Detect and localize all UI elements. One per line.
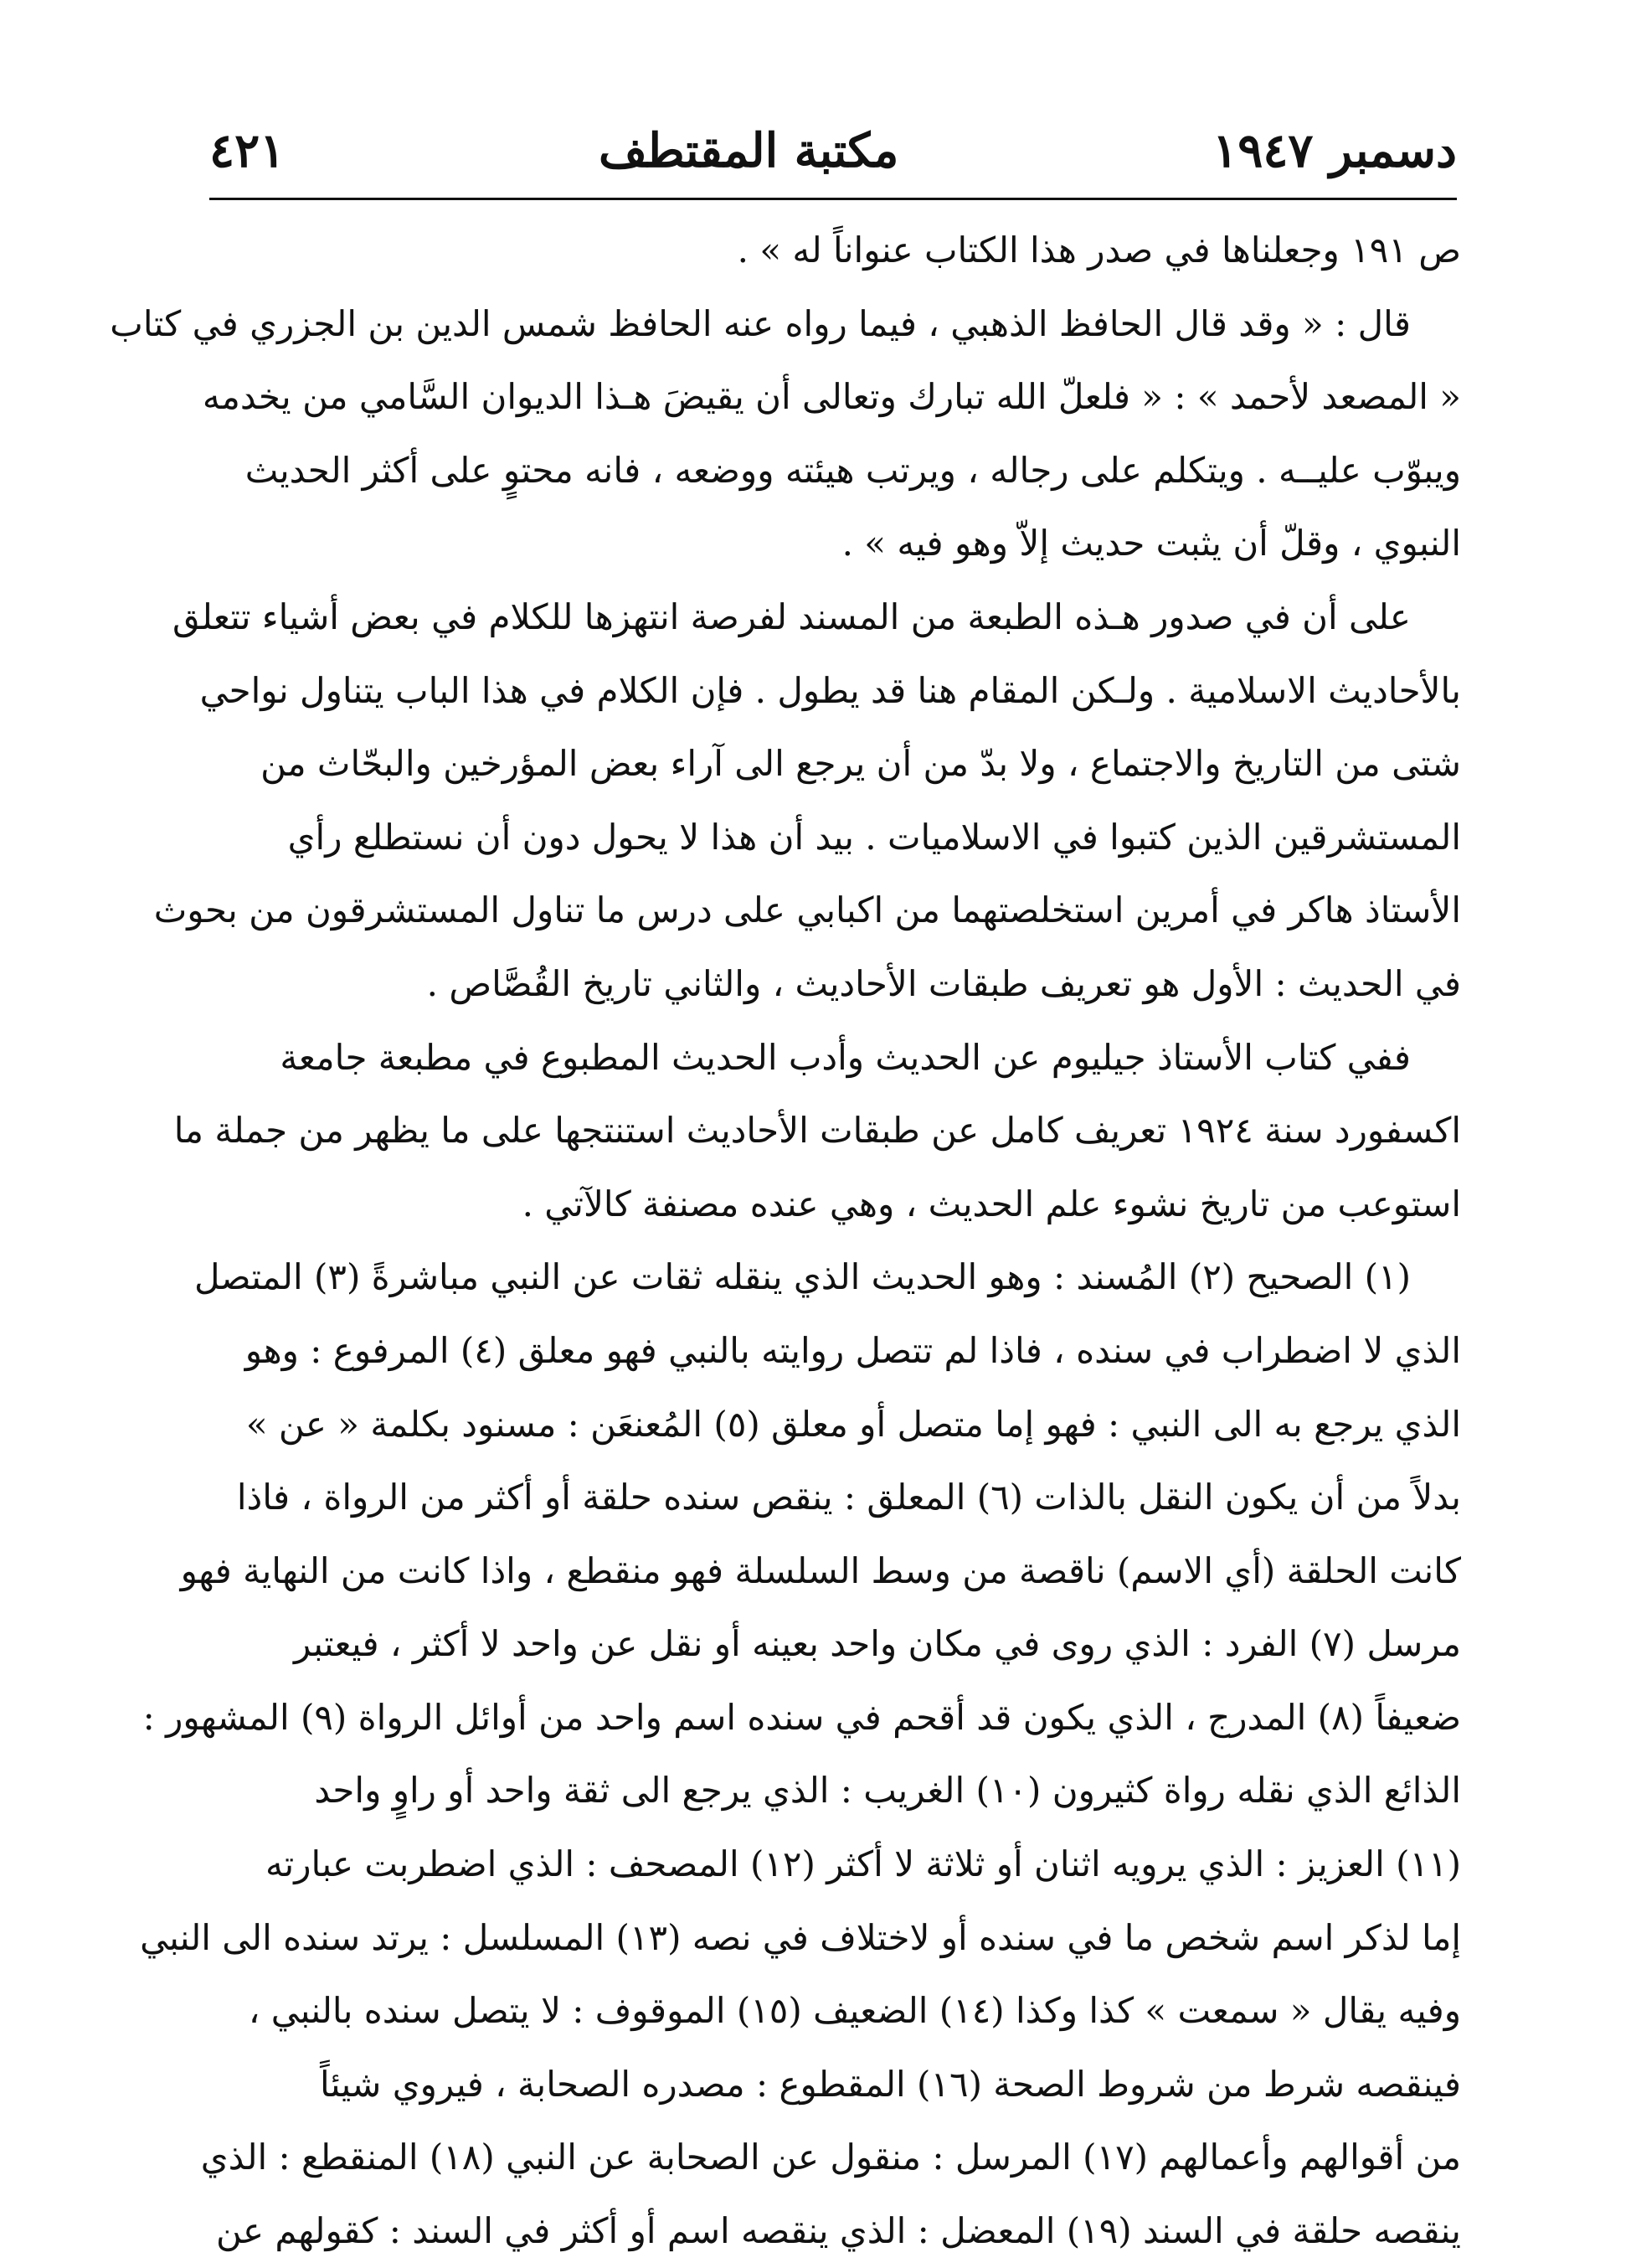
text-line: الأستاذ هاكر في أمرين استخلصتهما من اكبابي على درس ما تناول المستشرقون من بحوث <box>153 889 1461 931</box>
text-line: بالأحاديث الاسلامية . ولـكن المقام هنا قد يطول . فإن الكلام في هذا الباب يتناول نواحي <box>199 669 1461 711</box>
header-date: دسمبر ١٩٤٧ <box>1212 123 1457 178</box>
text-line: في الحديث : الأول هو تعريف طبقات الأحاديث ، والثاني تاريخ القُصَّاص . <box>426 962 1461 1004</box>
text-line: وفيه يقال « سمعت » كذا وكذا (١٤) الضعيف (١٥) الموقوف : لا يتصل سنده بالنبي ، <box>248 1990 1461 2032</box>
text-line: المستشرقين الذين كتبوا في الاسلاميات . بيد أن هذا لا يحول دون أن نستطلع رأي <box>287 816 1461 858</box>
text-line: بدلاً من أن يكون النقل بالذات (٦) المعلق : ينقص سنده حلقة أو أكثر من الرواة ، فاذا <box>236 1477 1461 1518</box>
text-line: النبوي ، وقلّ أن يثبت حديث إلاّ وهو فيه » . <box>841 523 1461 564</box>
text-line: استوعب من تاريخ نشوء علم الحديث ، وهي عنده مصنفة كالآتي . <box>522 1183 1461 1224</box>
text-line: ففي كتاب الأستاذ جيليوم عن الحديث وأدب الحديث المطبوع في مطبعة جامعة <box>280 1036 1411 1078</box>
text-line: (١١) العزيز : الذي يرويه اثنان أو ثلاثة لا أكثر (١٢) المصحف : الذي اضطربت عبارته <box>265 1843 1461 1885</box>
header-page-number: ٤٢١ <box>209 123 286 178</box>
text-line: شتى من التاريخ والاجتماع ، ولا بدّ من أن يرجع الى آراء بعض المؤرخين والبحّاث من <box>260 743 1461 785</box>
text-line: اكسفورد سنة ١٩٢٤ تعريف كامل عن طبقات الأحاديث استنتجها على ما يظهر من جملة ما <box>173 1110 1461 1152</box>
text-line: إما لذكر اسم شخص ما في سنده أو لاختلاف في نصه (١٣) المسلسل : يرتد سنده الى النبي <box>140 1916 1461 1958</box>
running-header <box>209 117 1457 184</box>
header-rule <box>209 198 1457 200</box>
text-line: ويبوّب عليــه . ويتكلم على رجاله ، ويرتب هيئته ووضعه ، فانه محتوٍ على أكثر الحديث <box>244 449 1461 491</box>
text-line: (١) الصحيح (٢) المُسند : وهو الحديث الذي ينقله ثقات عن النبي مباشرةً (٣) المتصل <box>193 1256 1411 1298</box>
text-line: الذي يرجع به الى النبي : فهو إما متصل أو معلق (٥) المُعنعَن : مسنود بكلمة « عن » <box>245 1403 1461 1445</box>
text-line: ينقصه حلقة في السند (١٩) المعضل : الذي ينقصه اسم أو أكثر في السند : كقولهم عن <box>215 2210 1461 2252</box>
text-line: الذائع الذي نقله رواة كثيرون (١٠) الغريب : الذي يرجع الى ثقة واحد أو راوٍ واحد <box>314 1770 1461 1812</box>
text-line: ص ١٩١ وجعلناها في صدر هذا الكتاب عنواناً له » . <box>737 229 1461 271</box>
text-line: الذي لا اضطراب في سنده ، فاذا لم تتصل روايته بالنبي فهو معلق (٤) المرفوع : وهو <box>244 1329 1461 1371</box>
text-line: فينقصه شرط من شروط الصحة (١٦) المقطوع : مصدره الصحابة ، فيروي شيئاً <box>320 2063 1461 2105</box>
text-line: من أقوالهم وأعمالهم (١٧) المرسل : منقول عن الصحابة عن النبي (١٨) المنقطع : الذي <box>200 2137 1461 2178</box>
body-text <box>110 214 1461 2268</box>
text-line: مرسل (٧) الفرد : الذي روى في مكان واحد بعينه أو نقل عن واحد لا أكثر ، فيعتبر <box>294 1623 1461 1665</box>
text-line: كانت الحلقة (أي الاسم) ناقصة من وسط السلسلة فهو منقطع ، واذا كانت من النهاية فهو <box>180 1549 1461 1591</box>
text-line: على أن في صدور هـذه الطبعة من المسند لفرصة انتهزها للكلام في بعض أشياء تتعلق <box>172 595 1411 637</box>
text-line: ضعيفاً (٨) المدرج ، الذي يكون قد أقحم في سنده اسم واحد من أوائل الرواة (٩) المشهور : <box>142 1696 1461 1738</box>
header-section-title: مكتبة المقتطف <box>599 123 899 178</box>
text-line: « المصعد لأحمد » : « فلعلّ الله تبارك وتعالى أن يقيضَ هـذا الديوان السَّامي من يخدمه <box>202 376 1461 418</box>
text-line: قال : « وقد قال الحافظ الذهبي ، فيما رواه عنه الحافظ شمس الدين بن الجزري في كتاب <box>110 302 1411 344</box>
